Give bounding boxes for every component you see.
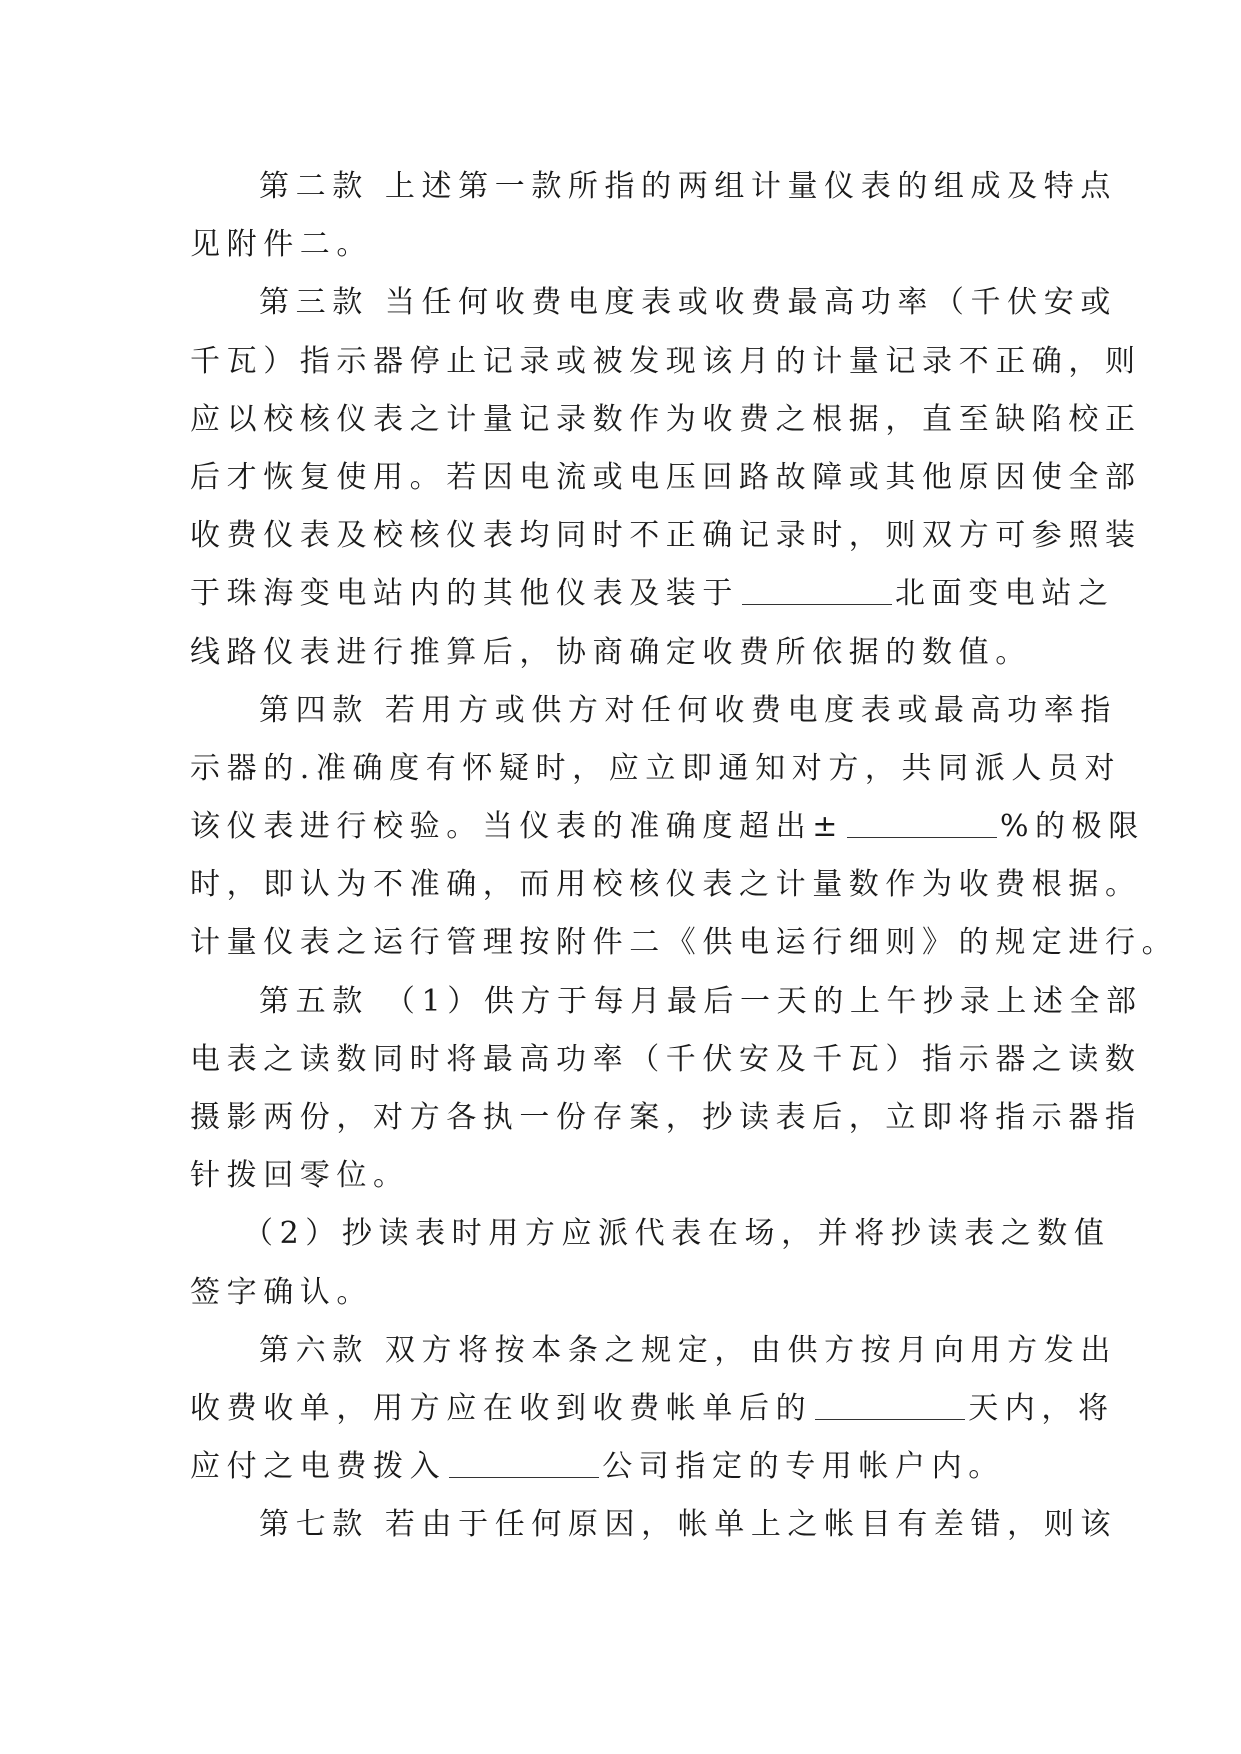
- clause-3-line-4: 后才恢复使用。若因电流或电压回路故障或其他原因使全部: [190, 459, 1142, 495]
- clause-4-line-3-before: 该仪表进行校验。当仪表的准确度超出±: [190, 809, 844, 845]
- clause-4-line-2: 示器的.准确度有怀疑时，应立即通知对方，共同派人员对: [190, 750, 1122, 786]
- clause-4-line-4: 时，即认为不准确，而用校核仪表之计量数作为收费根据。: [190, 867, 1142, 903]
- clause-3-line-6-before: 于珠海变电站内的其他仪表及装于: [190, 576, 739, 612]
- clause-4-line-3: [190, 798, 1145, 856]
- clause-5-line-1: 第五款 （1）供方于每月最后一天的上午抄录上述全部: [259, 983, 1143, 1019]
- clause-3-line-7: 线路仪表进行推算后，协商确定收费所依据的数值。: [190, 634, 1032, 670]
- clause-3-line-6: [190, 565, 1115, 623]
- clause-2-line-2: 见附件二。: [190, 227, 373, 263]
- clause-6-line-3: [190, 1438, 1052, 1496]
- clause-5-item-2-line-2: 签字确认。: [190, 1274, 373, 1310]
- clause-6-line-3-after: 公司指定的专用帐户内。: [602, 1449, 1005, 1485]
- fill-in-blank-company: [449, 1449, 599, 1478]
- clause-6-line-1: 第六款 双方将按本条之规定，由供方按月向用方发出: [259, 1332, 1117, 1368]
- clause-3-line-3: 应以校核仪表之计量记录数作为收费之根据，直至缺陷校正: [190, 401, 1142, 437]
- clause-7-line-1: 第七款 若由于任何原因，帐单上之帐目有差错，则该: [259, 1507, 1117, 1543]
- clause-4-line-1: 第四款 若用方或供方对任何收费电度表或最高功率指: [259, 692, 1117, 728]
- clause-3-line-5: 收费仪表及校核仪表均同时不正确记录时，则双方可参照装: [190, 518, 1142, 554]
- fill-in-blank-substation: [742, 576, 892, 605]
- clause-5-line-3: 摄影两份，对方各执一份存案，抄读表后，立即将指示器指: [190, 1100, 1142, 1135]
- fill-in-blank-accuracy: [847, 809, 997, 838]
- clause-5-line-2: 电表之读数同时将最高功率（千伏安及千瓦）指示器之读数: [190, 1041, 1142, 1077]
- clause-6-line-2-before: 收费收单，用方应在收到收费帐单后的: [190, 1390, 813, 1426]
- clause-6-line-3-before: 应付之电费拨入: [190, 1449, 447, 1485]
- clause-2-line-1: 第二款 上述第一款所指的两组计量仪表的组成及特点: [259, 169, 1117, 204]
- clause-3-line-6-after: 北面变电站之: [895, 576, 1115, 612]
- clause-3-line-2: 千瓦）指示器停止记录或被发现该月的计量记录不正确，则: [190, 343, 1142, 379]
- contract-body: [190, 158, 1179, 1555]
- clause-6-line-2: [190, 1380, 1115, 1438]
- clause-4-line-5: 计量仪表之运行管理按附件二《供电运行细则》的规定进行。: [190, 925, 1179, 961]
- clause-5-line-4: 针拨回零位。: [190, 1158, 410, 1194]
- clause-4-line-3-after: %的极限: [999, 809, 1145, 845]
- fill-in-blank-days: [815, 1391, 965, 1420]
- clause-6-line-2-after: 天内，将: [968, 1390, 1115, 1426]
- clause-3-line-1: 第三款 当任何收费电度表或收费最高功率（千伏安或: [259, 285, 1117, 321]
- clause-5-item-2-line-1: （2）抄读表时用方应派代表在场，并将抄读表之数值: [243, 1216, 1111, 1252]
